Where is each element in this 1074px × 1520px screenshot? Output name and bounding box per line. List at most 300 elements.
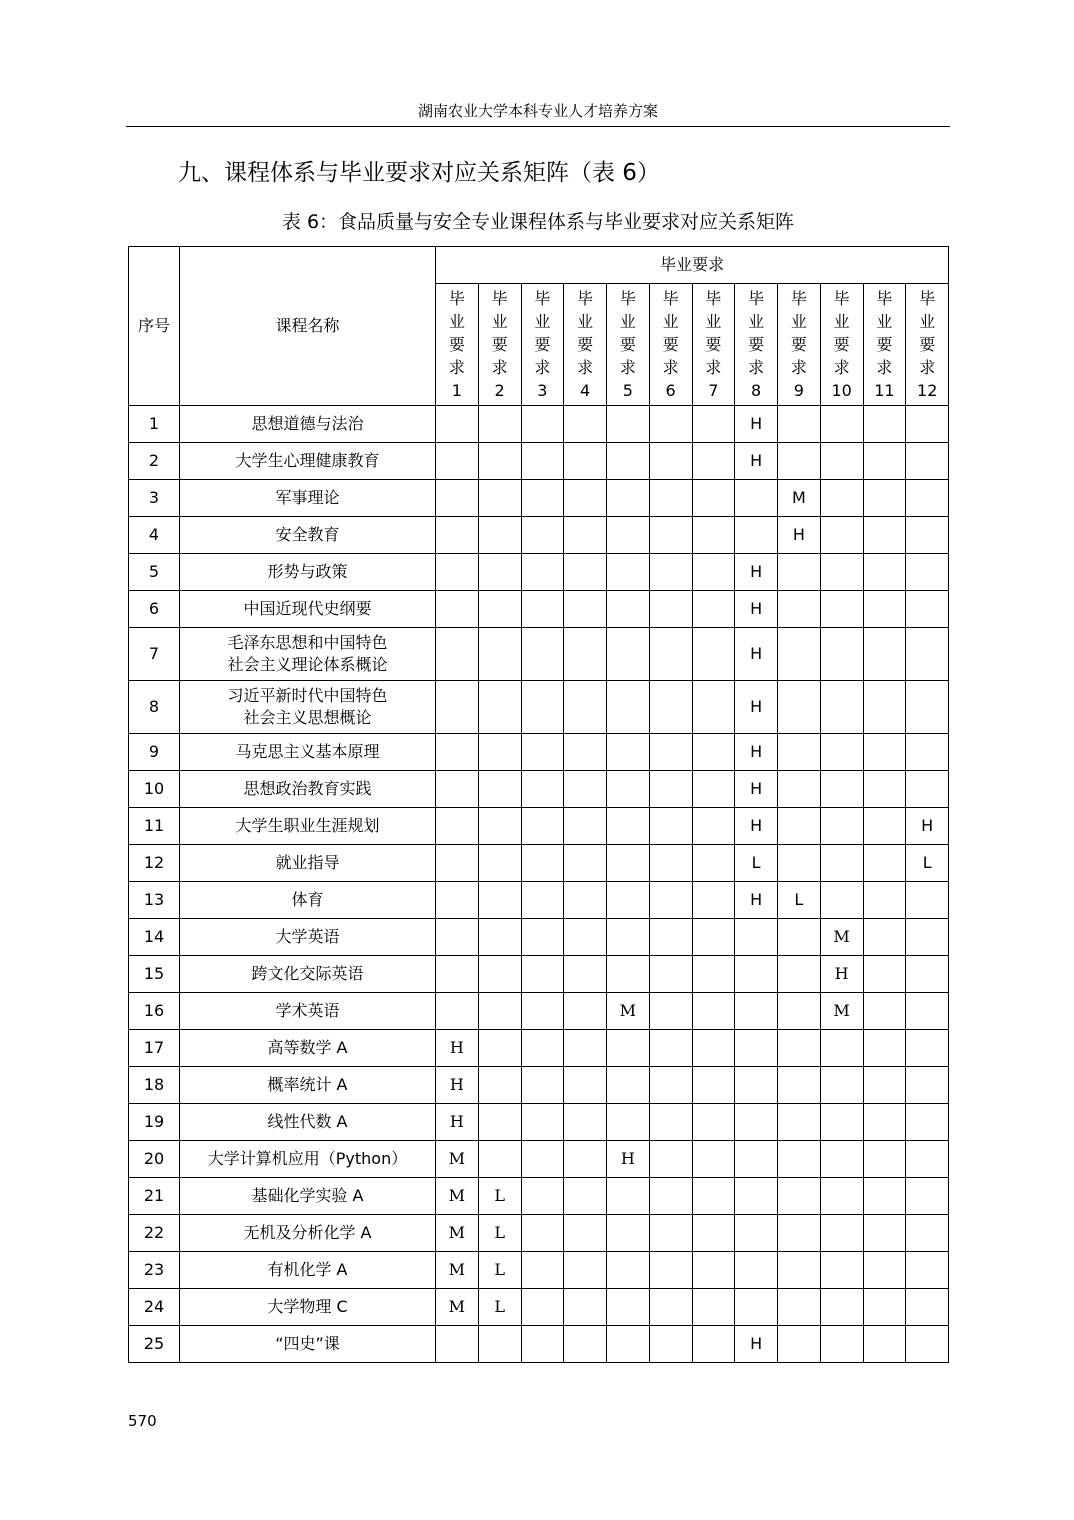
requirement-cell xyxy=(863,1178,906,1215)
requirement-cell xyxy=(521,554,564,591)
requirement-cell xyxy=(564,919,607,956)
requirement-cell: H xyxy=(735,734,778,771)
requirement-cell xyxy=(478,554,521,591)
requirement-cell xyxy=(607,1104,650,1141)
requirement-cell xyxy=(607,443,650,480)
requirement-cell xyxy=(649,1141,692,1178)
table-row xyxy=(129,1289,949,1326)
table-row xyxy=(129,1252,949,1289)
requirement-cell xyxy=(521,808,564,845)
requirement-cell xyxy=(436,771,479,808)
requirement-header-12 xyxy=(906,284,949,406)
course-name-line: 军事理论 xyxy=(275,488,340,507)
course-name xyxy=(180,882,436,919)
requirement-cell xyxy=(863,554,906,591)
requirement-header-char: 要 xyxy=(448,335,465,354)
requirement-cell xyxy=(778,628,821,681)
requirement-cell xyxy=(906,956,949,993)
course-name-line: 大学英语 xyxy=(275,927,340,946)
requirement-header-char: 业 xyxy=(534,312,551,331)
requirement-header-1 xyxy=(436,284,479,406)
requirement-cell xyxy=(735,1252,778,1289)
requirement-cell: M xyxy=(820,919,863,956)
requirement-cell xyxy=(906,1215,949,1252)
requirement-cell xyxy=(820,845,863,882)
course-name xyxy=(180,406,436,443)
requirement-cell xyxy=(564,1215,607,1252)
requirement-cell xyxy=(521,517,564,554)
requirement-cell: L xyxy=(906,845,949,882)
requirement-cell xyxy=(436,480,479,517)
requirement-cell xyxy=(778,1141,821,1178)
requirement-cell xyxy=(649,808,692,845)
requirement-cell xyxy=(906,443,949,480)
requirement-cell xyxy=(521,771,564,808)
requirement-cell xyxy=(820,1141,863,1178)
requirement-cell xyxy=(521,1252,564,1289)
requirement-cell xyxy=(649,771,692,808)
course-name-line: 社会主义理论体系概论 xyxy=(227,655,388,674)
requirement-cell xyxy=(820,1030,863,1067)
requirement-cell: L xyxy=(478,1215,521,1252)
requirement-cell xyxy=(906,882,949,919)
requirement-cell: H xyxy=(735,628,778,681)
requirement-cell xyxy=(607,1030,650,1067)
requirement-cell xyxy=(607,517,650,554)
requirement-cell xyxy=(820,628,863,681)
requirement-header-char: 毕 xyxy=(619,289,636,308)
requirement-header-char: 7 xyxy=(708,381,719,400)
requirement-header-char: 毕 xyxy=(790,289,807,308)
requirement-cell xyxy=(564,771,607,808)
requirement-header-10 xyxy=(820,284,863,406)
requirement-cell xyxy=(863,771,906,808)
requirement-cell xyxy=(436,956,479,993)
requirement-cell xyxy=(478,993,521,1030)
requirement-cell xyxy=(906,734,949,771)
requirement-cell xyxy=(778,956,821,993)
table-row xyxy=(129,628,949,681)
requirement-cell xyxy=(778,1252,821,1289)
requirement-cell xyxy=(692,919,735,956)
requirement-cell xyxy=(692,808,735,845)
requirement-cell xyxy=(906,1289,949,1326)
requirement-cell xyxy=(436,1326,479,1363)
row-number: 12 xyxy=(129,845,180,882)
course-name xyxy=(180,480,436,517)
requirement-cell xyxy=(692,993,735,1030)
course-name xyxy=(180,734,436,771)
course-name xyxy=(180,993,436,1030)
course-name-line: 大学物理 C xyxy=(267,1297,348,1316)
table-row xyxy=(129,443,949,480)
requirement-header-char: 要 xyxy=(748,335,765,354)
requirement-cell xyxy=(906,480,949,517)
requirement-cell xyxy=(521,1289,564,1326)
requirement-header-char: 要 xyxy=(534,335,551,354)
requirement-header-char: 要 xyxy=(619,335,636,354)
course-name xyxy=(180,956,436,993)
requirement-header-4 xyxy=(564,284,607,406)
requirement-cell xyxy=(521,734,564,771)
requirement-cell xyxy=(692,517,735,554)
requirement-cell xyxy=(778,734,821,771)
table-row xyxy=(129,1141,949,1178)
requirement-header-char: 求 xyxy=(577,358,594,377)
row-number: 3 xyxy=(129,480,180,517)
requirement-cell xyxy=(564,882,607,919)
requirement-cell: M xyxy=(607,993,650,1030)
requirement-cell xyxy=(564,1067,607,1104)
requirement-cell xyxy=(607,919,650,956)
table-row xyxy=(129,1104,949,1141)
course-name xyxy=(180,771,436,808)
requirement-cell xyxy=(564,1030,607,1067)
requirement-header-char: 毕 xyxy=(491,289,508,308)
row-number: 17 xyxy=(129,1030,180,1067)
course-name xyxy=(180,443,436,480)
requirement-cell xyxy=(692,1141,735,1178)
requirement-header-11 xyxy=(863,284,906,406)
requirement-cell xyxy=(778,1067,821,1104)
requirement-cell xyxy=(863,1252,906,1289)
requirement-cell xyxy=(778,1178,821,1215)
requirement-header-char: 6 xyxy=(665,381,676,400)
requirement-header-char: 业 xyxy=(748,312,765,331)
requirement-header-char: 毕 xyxy=(876,289,893,308)
requirement-cell xyxy=(820,882,863,919)
requirement-cell xyxy=(478,956,521,993)
requirement-cell xyxy=(521,406,564,443)
requirement-cell xyxy=(778,554,821,591)
requirement-cell xyxy=(778,1104,821,1141)
course-name xyxy=(180,681,436,734)
course-name xyxy=(180,919,436,956)
requirement-header-char: 业 xyxy=(577,312,594,331)
requirement-cell xyxy=(820,1104,863,1141)
requirement-cell: H xyxy=(735,808,778,845)
requirement-header-char: 业 xyxy=(662,312,679,331)
requirement-cell xyxy=(478,882,521,919)
course-name-line: 思想道德与法治 xyxy=(251,414,364,433)
row-number: 6 xyxy=(129,591,180,628)
requirement-cell: L xyxy=(735,845,778,882)
table-body xyxy=(129,406,949,1363)
requirement-cell xyxy=(521,1215,564,1252)
course-name xyxy=(180,1326,436,1363)
requirement-cell xyxy=(436,591,479,628)
requirements-matrix-table xyxy=(128,246,949,1363)
row-number: 4 xyxy=(129,517,180,554)
requirement-cell xyxy=(607,554,650,591)
requirement-header-char: 9 xyxy=(793,381,804,400)
requirement-cell xyxy=(564,443,607,480)
requirement-cell xyxy=(820,681,863,734)
requirement-cell xyxy=(564,1326,607,1363)
course-name xyxy=(180,1104,436,1141)
requirement-cell xyxy=(564,734,607,771)
requirement-cell xyxy=(863,1289,906,1326)
requirement-cell xyxy=(820,480,863,517)
requirement-cell xyxy=(607,956,650,993)
row-number: 22 xyxy=(129,1215,180,1252)
requirement-cell xyxy=(649,1289,692,1326)
course-name xyxy=(180,554,436,591)
requirement-cell: M xyxy=(436,1178,479,1215)
requirement-cell: H xyxy=(436,1104,479,1141)
requirement-cell: H xyxy=(820,956,863,993)
row-number: 9 xyxy=(129,734,180,771)
requirement-cell xyxy=(692,845,735,882)
requirement-cell xyxy=(692,443,735,480)
course-name xyxy=(180,1178,436,1215)
requirement-cell xyxy=(692,1252,735,1289)
requirement-cell xyxy=(820,1178,863,1215)
course-name xyxy=(180,1252,436,1289)
requirement-cell xyxy=(735,480,778,517)
table-row xyxy=(129,919,949,956)
requirement-cell xyxy=(863,480,906,517)
row-number: 1 xyxy=(129,406,180,443)
requirement-cell xyxy=(906,1141,949,1178)
requirement-header-char: 业 xyxy=(491,312,508,331)
requirement-cell xyxy=(521,628,564,681)
requirement-header-char: 业 xyxy=(705,312,722,331)
requirement-cell xyxy=(735,1067,778,1104)
requirement-cell: L xyxy=(778,882,821,919)
requirement-cell xyxy=(735,1104,778,1141)
requirement-header-char: 毕 xyxy=(577,289,594,308)
requirement-header-char: 求 xyxy=(919,358,936,377)
requirement-header-9 xyxy=(778,284,821,406)
requirement-cell xyxy=(521,956,564,993)
table-row xyxy=(129,845,949,882)
requirement-cell xyxy=(820,1326,863,1363)
row-number: 10 xyxy=(129,771,180,808)
requirement-cell xyxy=(735,1215,778,1252)
table-row xyxy=(129,1067,949,1104)
course-name-line: 基础化学实验 A xyxy=(251,1186,364,1205)
requirement-cell xyxy=(863,1141,906,1178)
requirement-cell xyxy=(820,1252,863,1289)
requirement-cell xyxy=(692,406,735,443)
requirement-cell xyxy=(906,406,949,443)
table-row xyxy=(129,1215,949,1252)
course-name xyxy=(180,1289,436,1326)
requirement-cell xyxy=(521,1141,564,1178)
requirement-cell xyxy=(607,1215,650,1252)
requirement-header-7 xyxy=(692,284,735,406)
requirement-cell xyxy=(906,993,949,1030)
requirement-cell xyxy=(692,956,735,993)
requirement-cell xyxy=(607,681,650,734)
row-number: 23 xyxy=(129,1252,180,1289)
course-name-line: “四史”课 xyxy=(275,1334,340,1353)
requirement-header-char: 要 xyxy=(833,335,850,354)
row-number: 25 xyxy=(129,1326,180,1363)
requirement-cell xyxy=(478,1030,521,1067)
table-row xyxy=(129,591,949,628)
requirement-cell xyxy=(906,1030,949,1067)
requirement-header-char: 毕 xyxy=(448,289,465,308)
requirement-cell xyxy=(564,1104,607,1141)
requirement-header-char: 要 xyxy=(705,335,722,354)
requirement-header-char: 要 xyxy=(876,335,893,354)
course-name xyxy=(180,1215,436,1252)
requirement-cell xyxy=(778,1289,821,1326)
requirement-cell xyxy=(649,628,692,681)
requirement-cell xyxy=(863,517,906,554)
course-name-line: 大学生心理健康教育 xyxy=(235,451,380,470)
requirement-header-char: 1 xyxy=(451,381,462,400)
requirement-cell xyxy=(735,517,778,554)
requirement-header-char: 要 xyxy=(662,335,679,354)
course-name-line: 社会主义思想概论 xyxy=(243,708,372,727)
requirement-cell xyxy=(607,1178,650,1215)
requirement-cell xyxy=(863,845,906,882)
requirement-cell xyxy=(692,554,735,591)
requirement-cell xyxy=(564,554,607,591)
course-name-line: 无机及分析化学 A xyxy=(243,1223,372,1242)
requirement-cell xyxy=(564,1289,607,1326)
row-number: 2 xyxy=(129,443,180,480)
table-row xyxy=(129,1030,949,1067)
requirement-cell xyxy=(478,591,521,628)
page-number: 570 xyxy=(128,1412,157,1430)
requirement-header-char: 要 xyxy=(790,335,807,354)
requirement-cell xyxy=(863,1104,906,1141)
requirement-header-char: 毕 xyxy=(919,289,936,308)
requirement-header-char: 求 xyxy=(448,358,465,377)
requirement-cell xyxy=(649,993,692,1030)
requirement-header-char: 12 xyxy=(917,381,938,400)
requirement-header-5 xyxy=(607,284,650,406)
row-number: 19 xyxy=(129,1104,180,1141)
requirement-cell xyxy=(478,480,521,517)
requirement-cell xyxy=(692,882,735,919)
requirement-cell: H xyxy=(735,771,778,808)
requirement-cell xyxy=(692,1178,735,1215)
requirement-header-char: 10 xyxy=(831,381,852,400)
requirement-cell xyxy=(521,919,564,956)
requirement-cell xyxy=(521,1326,564,1363)
requirement-cell xyxy=(820,406,863,443)
table-header xyxy=(129,247,949,406)
requirement-cell xyxy=(692,591,735,628)
table-title: 表 6：食品质量与安全专业课程体系与毕业要求对应关系矩阵 xyxy=(281,211,795,233)
requirement-cell xyxy=(478,517,521,554)
row-number: 7 xyxy=(129,628,180,681)
course-name xyxy=(180,628,436,681)
requirement-cell xyxy=(607,734,650,771)
table-row xyxy=(129,771,949,808)
table-row xyxy=(129,882,949,919)
requirement-cell xyxy=(906,554,949,591)
course-name xyxy=(180,517,436,554)
requirement-cell xyxy=(735,1030,778,1067)
requirement-cell xyxy=(521,1178,564,1215)
requirement-cell xyxy=(436,845,479,882)
requirement-cell: M xyxy=(436,1141,479,1178)
requirement-cell xyxy=(478,845,521,882)
requirement-header-char: 5 xyxy=(622,381,633,400)
course-name-line: 习近平新时代中国特色 xyxy=(227,686,388,705)
requirement-cell xyxy=(778,443,821,480)
requirement-cell xyxy=(564,845,607,882)
row-number: 11 xyxy=(129,808,180,845)
requirement-cell: H xyxy=(735,882,778,919)
requirement-cell xyxy=(863,919,906,956)
requirement-cell xyxy=(735,1141,778,1178)
requirement-cell xyxy=(436,406,479,443)
requirement-cell: M xyxy=(436,1252,479,1289)
requirement-cell xyxy=(478,1326,521,1363)
requirement-cell: H xyxy=(735,591,778,628)
course-name xyxy=(180,591,436,628)
requirement-cell xyxy=(564,406,607,443)
requirement-cell xyxy=(820,808,863,845)
requirement-cell xyxy=(692,1289,735,1326)
requirement-cell xyxy=(863,1326,906,1363)
requirement-cell xyxy=(820,1215,863,1252)
requirement-cell xyxy=(735,919,778,956)
requirement-cell xyxy=(863,734,906,771)
table-row xyxy=(129,681,949,734)
requirement-cell: H xyxy=(778,517,821,554)
requirement-header-2 xyxy=(478,284,521,406)
requirement-header-char: 求 xyxy=(876,358,893,377)
requirement-cell xyxy=(820,734,863,771)
course-name-line: 有机化学 A xyxy=(267,1260,348,1279)
requirement-header-char: 求 xyxy=(705,358,722,377)
requirement-cell xyxy=(649,956,692,993)
requirement-cell xyxy=(607,771,650,808)
requirement-cell xyxy=(436,993,479,1030)
requirement-cell xyxy=(778,808,821,845)
requirement-cell xyxy=(649,443,692,480)
requirement-cell xyxy=(863,1030,906,1067)
requirement-cell xyxy=(906,1067,949,1104)
requirement-cell xyxy=(649,591,692,628)
requirement-cell xyxy=(521,443,564,480)
course-name-line: 中国近现代史纲要 xyxy=(243,599,372,618)
requirement-cell xyxy=(863,1067,906,1104)
requirement-cell xyxy=(564,480,607,517)
requirement-cell xyxy=(649,919,692,956)
requirement-cell: H xyxy=(436,1067,479,1104)
requirement-cell xyxy=(478,406,521,443)
requirement-header-char: 毕 xyxy=(662,289,679,308)
requirement-header-char: 3 xyxy=(537,381,548,400)
requirement-cell xyxy=(692,480,735,517)
requirement-cell xyxy=(564,628,607,681)
requirement-cell xyxy=(478,808,521,845)
course-name-line: 跨文化交际英语 xyxy=(251,964,364,983)
requirement-cell xyxy=(478,681,521,734)
requirement-cell xyxy=(478,734,521,771)
course-name-line: 体育 xyxy=(291,890,324,909)
requirement-cell xyxy=(649,1067,692,1104)
requirement-cell xyxy=(778,919,821,956)
requirement-cell xyxy=(778,771,821,808)
requirement-cell xyxy=(607,845,650,882)
requirement-cell xyxy=(906,681,949,734)
requirement-header-6 xyxy=(649,284,692,406)
course-name-line: 马克思主义基本原理 xyxy=(235,742,380,761)
requirement-cell xyxy=(692,1104,735,1141)
requirement-cell xyxy=(863,443,906,480)
row-number: 13 xyxy=(129,882,180,919)
